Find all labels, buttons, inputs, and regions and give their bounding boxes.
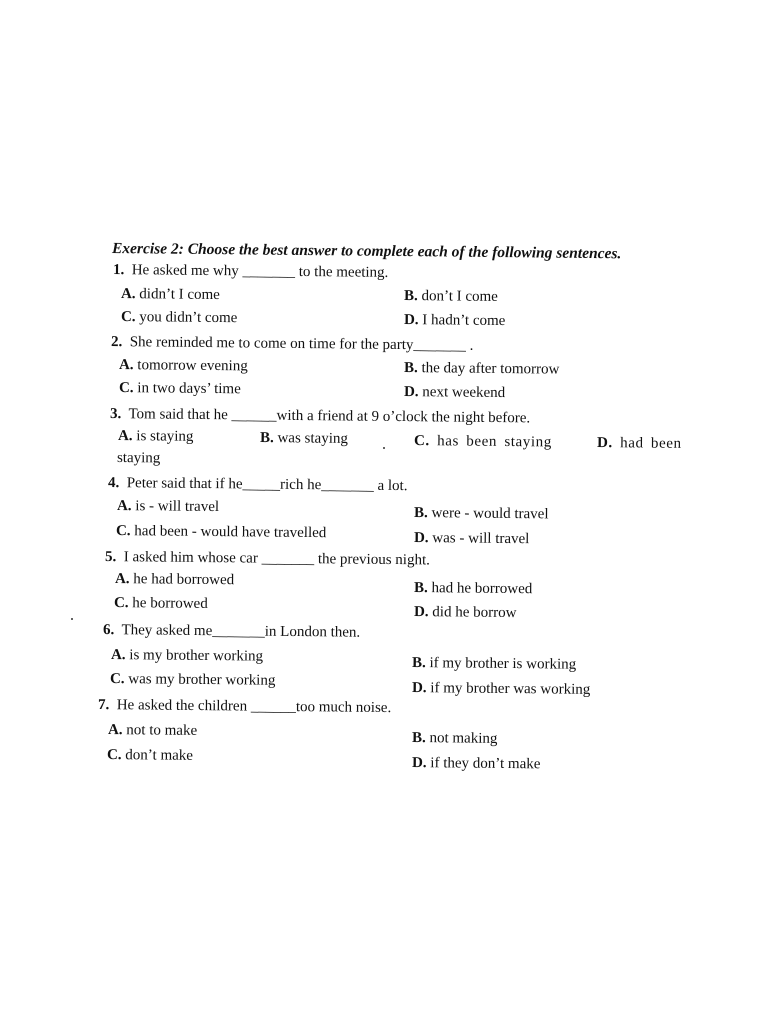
question-text: They asked me_______in London then. [121,622,361,641]
option-4b: B. were - would travel [413,505,549,523]
question-2 [111,334,474,355]
question-number: 4. [107,475,120,492]
option-3c: C. has been staying [413,433,552,451]
option-1b: B. don’t I come [403,288,498,305]
question-text: I asked him whose car _______ the previous night. [123,549,431,569]
question-text: She reminded me to come on time for the party_______ . [129,334,474,354]
question-text: Tom said that he ______with a friend at 9 o’clock the night before. [128,406,531,427]
option-5c: C. he borrowed [113,595,208,612]
question-number: 2. [110,334,123,351]
option-7a: A. not to make [107,722,198,739]
option-7c: C. don’t make [106,747,194,764]
option-2d: D. next weekend [403,384,506,402]
question-text: He asked me why _______ to the meeting. [131,262,389,281]
option-5d: D. did he borrow [413,604,517,622]
stray-mark [71,618,73,620]
question-4 [108,475,408,495]
option-5a: A. he had borrowed [114,571,235,589]
option-6c: C. was my brother working [109,671,276,689]
question-number: 5. [104,549,117,566]
option-1a: A. didn’t I come [120,286,220,304]
question-number: 1. [112,262,125,279]
option-2b: B. the day after tomorrow [403,360,560,378]
option-6d: D. if my brother was working [411,680,591,698]
option-4d: D. was - will travel [413,530,530,548]
option-3a: A. is staying [117,428,194,445]
option-2c: C. in two days’ time [118,380,241,398]
stray-mark [383,447,385,449]
exercise-title: Exercise 2: Choose the best answer to complete each of the following sentences. [111,240,622,263]
question-6 [103,622,360,642]
question-text: He asked the children ______too much noise. [116,697,392,717]
question-7 [98,697,391,717]
option-3b: B. was staying [259,430,349,447]
question-number: 6. [102,622,115,639]
option-4c: C. had been - would have travelled [115,523,327,542]
option-6b: B. if my brother is working [411,655,577,673]
option-4a: A. is - will travel [116,498,220,516]
option-7d: D. if they don’t make [411,755,541,773]
question-text: Peter said that if he_____rich he_______ a lot. [126,475,408,495]
question-number: 3. [109,406,122,423]
question-1 [113,262,389,282]
option-2a: A. tomorrow evening [118,357,248,375]
option-1d: D. I hadn’t come [403,312,506,330]
option-1c: C. you didn’t come [120,309,238,327]
question-5 [105,549,430,569]
question-number: 7. [97,697,110,714]
option-5b: B. had he borrowed [413,580,533,598]
option-3d: D. had been [596,435,682,452]
option-3d-continuation: staying [116,450,161,467]
option-7b: B. not making [411,730,498,747]
option-6a: A. is my brother working [110,647,264,665]
question-3 [110,406,530,427]
